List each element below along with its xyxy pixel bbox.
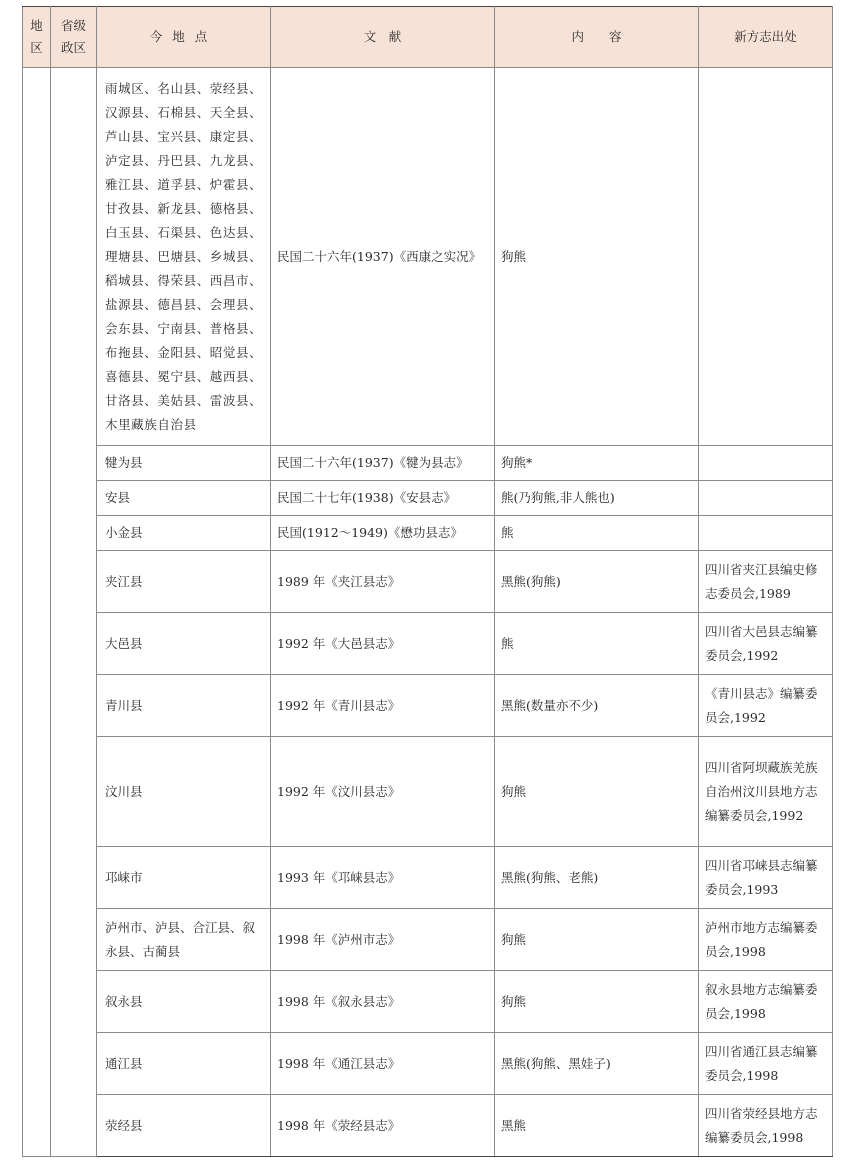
content-cell: 狗熊 <box>495 737 699 847</box>
table-row <box>23 613 833 675</box>
place-cell: 汶川县 <box>97 737 271 847</box>
content-cell: 狗熊 <box>495 971 699 1033</box>
source-cell: 民国二十六年(1937)《西康之实况》 <box>271 68 495 446</box>
header-region: 地区 <box>23 7 51 68</box>
content-cell: 熊 <box>495 613 699 675</box>
content-cell: 熊(乃狗熊,非人熊也) <box>495 481 699 516</box>
new-gazetteer-cell: 《青川县志》编纂委员会,1992 <box>699 675 833 737</box>
new-gazetteer-cell: 四川省夹江县编史修志委员会,1989 <box>699 551 833 613</box>
new-gazetteer-cell: 四川省阿坝藏族羌族自治州汶川县地方志编纂委员会,1992 <box>699 737 833 847</box>
table-row <box>23 481 833 516</box>
table-row <box>23 68 833 446</box>
header-content: 内 容 <box>495 7 699 68</box>
source-cell: 民国二十七年(1938)《安县志》 <box>271 481 495 516</box>
content-cell: 狗熊* <box>495 446 699 481</box>
content-cell: 黑熊(数量亦不少) <box>495 675 699 737</box>
source-cell: 1998 年《通江县志》 <box>271 1033 495 1095</box>
source-cell: 1998 年《泸州市志》 <box>271 909 495 971</box>
table-row <box>23 446 833 481</box>
table-row <box>23 675 833 737</box>
content-cell: 黑熊 <box>495 1095 699 1157</box>
content-cell: 狗熊 <box>495 68 699 446</box>
source-cell: 1998 年《荥经县志》 <box>271 1095 495 1157</box>
table-row <box>23 909 833 971</box>
gazetteer-table-page <box>22 6 832 1157</box>
table-row <box>23 516 833 551</box>
source-cell: 民国(1912～1949)《懋功县志》 <box>271 516 495 551</box>
new-gazetteer-cell: 叙永县地方志编纂委员会,1998 <box>699 971 833 1033</box>
content-cell: 熊 <box>495 516 699 551</box>
new-gazetteer-cell <box>699 516 833 551</box>
new-gazetteer-cell: 四川省邛崃县志编纂委员会,1993 <box>699 847 833 909</box>
place-cell: 通江县 <box>97 1033 271 1095</box>
source-cell: 1992 年《大邑县志》 <box>271 613 495 675</box>
place-cell: 雨城区、名山县、荥经县、汉源县、石棉县、天全县、芦山县、宝兴县、康定县、泸定县、丹巴县、九龙县、雅江县、道孚县、炉霍县、甘孜县、新龙县、德格县、白玉县、石渠县、色达县、理塘县、巴塘县、乡城县、稻城县、得荣县、西昌市、盐源县、德昌县、会理县、会东县、宁南县、普格县、布拖县、金阳县、昭觉县、喜德县、冕宁县、越西县、甘洛县、美姑县、雷波县、木里藏族自治县 <box>97 68 271 446</box>
new-gazetteer-cell <box>699 446 833 481</box>
header-province: 省级政区 <box>51 7 97 68</box>
table-row <box>23 1033 833 1095</box>
region-cell <box>23 68 51 1157</box>
source-cell: 民国二十六年(1937)《犍为县志》 <box>271 446 495 481</box>
place-cell: 小金县 <box>97 516 271 551</box>
place-cell: 安县 <box>97 481 271 516</box>
content-cell: 黑熊(狗熊、黑娃子) <box>495 1033 699 1095</box>
content-cell: 狗熊 <box>495 909 699 971</box>
table-row <box>23 847 833 909</box>
new-gazetteer-cell <box>699 68 833 446</box>
gazetteer-table <box>22 6 833 1157</box>
place-cell: 大邑县 <box>97 613 271 675</box>
header-new-gazetteer: 新方志出处 <box>699 7 833 68</box>
source-cell: 1998 年《叙永县志》 <box>271 971 495 1033</box>
content-cell: 黑熊(狗熊) <box>495 551 699 613</box>
place-cell: 夹江县 <box>97 551 271 613</box>
place-cell: 犍为县 <box>97 446 271 481</box>
header-source: 文 献 <box>271 7 495 68</box>
table-row <box>23 971 833 1033</box>
table-row <box>23 551 833 613</box>
new-gazetteer-cell: 泸州市地方志编纂委员会,1998 <box>699 909 833 971</box>
header-place: 今地点 <box>97 7 271 68</box>
place-cell: 泸州市、泸县、合江县、叙永县、古蔺县 <box>97 909 271 971</box>
source-cell: 1993 年《邛崃县志》 <box>271 847 495 909</box>
province-cell <box>51 68 97 1157</box>
table-row <box>23 1095 833 1157</box>
new-gazetteer-cell: 四川省大邑县志编纂委员会,1992 <box>699 613 833 675</box>
place-cell: 荥经县 <box>97 1095 271 1157</box>
header-row <box>23 7 833 68</box>
table-row <box>23 737 833 847</box>
source-cell: 1992 年《汶川县志》 <box>271 737 495 847</box>
place-cell: 青川县 <box>97 675 271 737</box>
source-cell: 1989 年《夹江县志》 <box>271 551 495 613</box>
new-gazetteer-cell: 四川省荥经县地方志编纂委员会,1998 <box>699 1095 833 1157</box>
place-cell: 邛崃市 <box>97 847 271 909</box>
new-gazetteer-cell <box>699 481 833 516</box>
new-gazetteer-cell: 四川省通江县志编纂委员会,1998 <box>699 1033 833 1095</box>
content-cell: 黑熊(狗熊、老熊) <box>495 847 699 909</box>
place-cell: 叙永县 <box>97 971 271 1033</box>
source-cell: 1992 年《青川县志》 <box>271 675 495 737</box>
